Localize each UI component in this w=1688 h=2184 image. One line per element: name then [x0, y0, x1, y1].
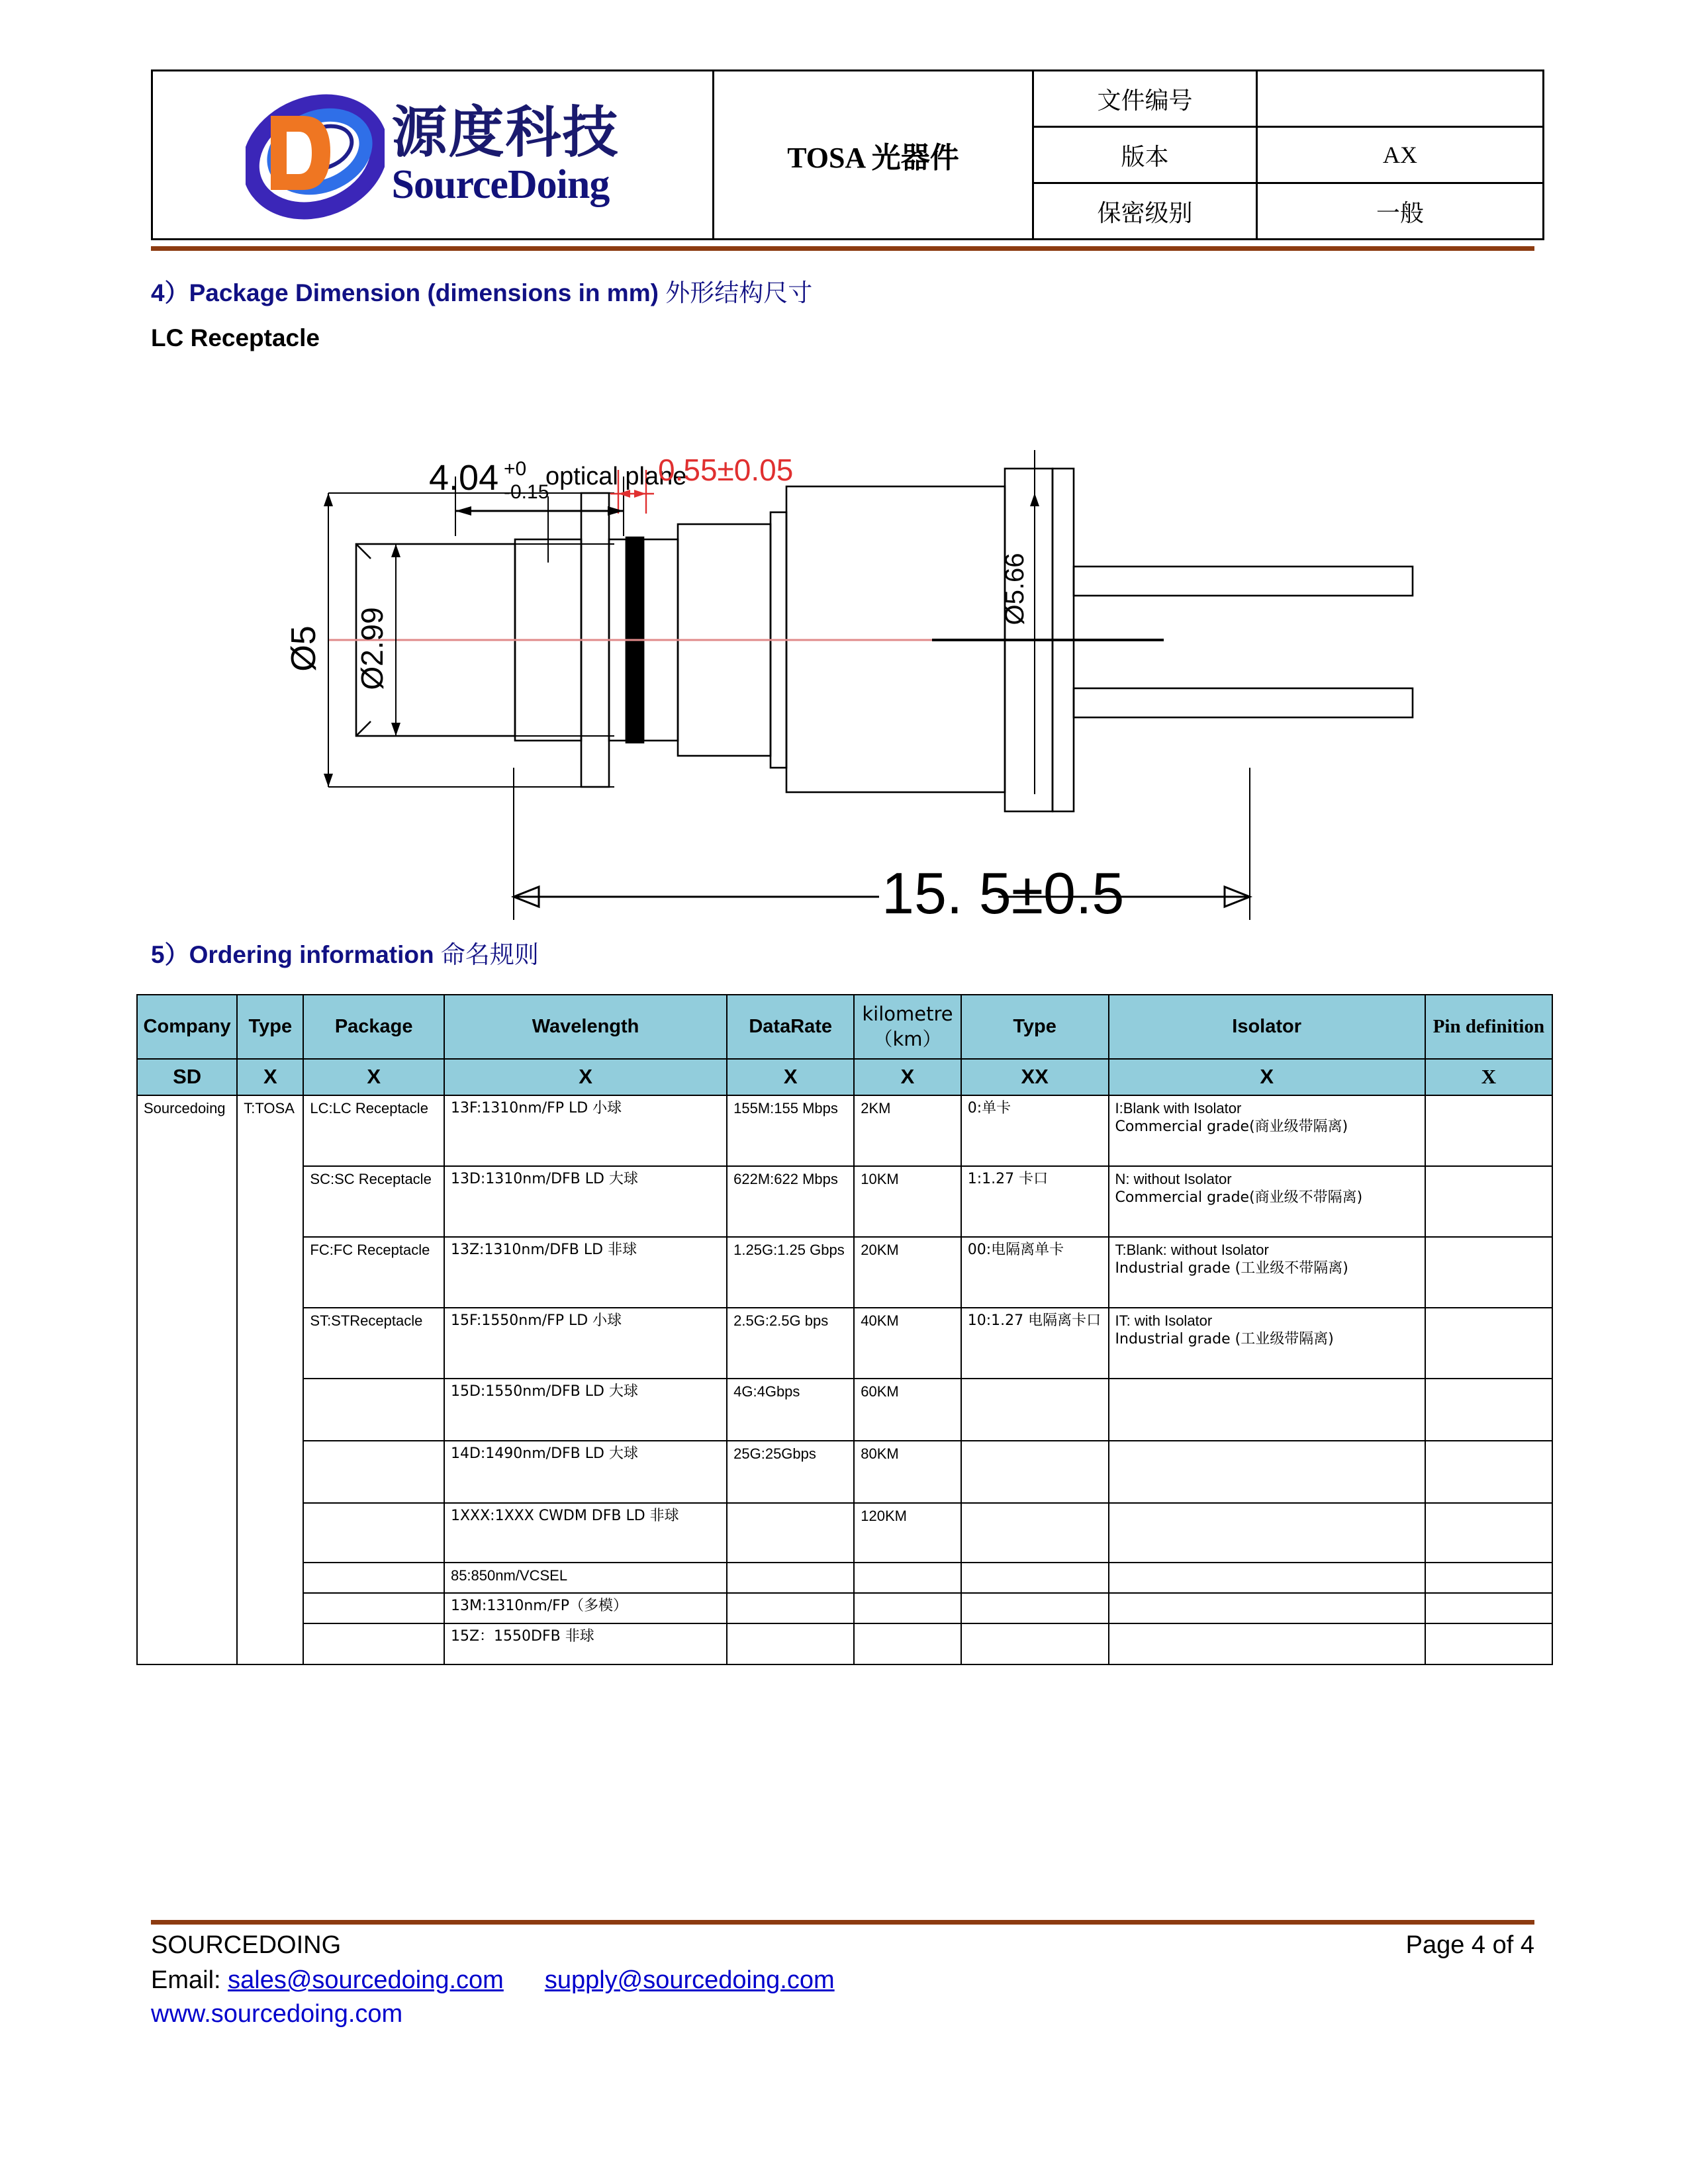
col-header-isolator: Isolator [1109, 995, 1425, 1059]
section-4-subtitle: LC Receptacle [151, 324, 320, 351]
table-row [137, 1095, 1552, 1166]
isolator-line2: Industrial grade (工业级带隔离) [1115, 1331, 1334, 1348]
section-4-number: 4） [151, 279, 189, 306]
cell-pin [1425, 1623, 1552, 1664]
cell-package [303, 1563, 444, 1593]
table-row [137, 1379, 1552, 1441]
table-code-row [137, 1059, 1552, 1095]
section-5-title-en: Ordering information [189, 941, 434, 968]
cell-pin [1425, 1563, 1552, 1593]
cell-isolator [1109, 1623, 1425, 1664]
col-header-company: Company [137, 995, 237, 1059]
cell-datarate [727, 1503, 854, 1563]
cell-kilometre: 40KM [854, 1308, 961, 1379]
cell-datarate: 1.25G:1.25 Gbps [727, 1237, 854, 1308]
table-row [137, 1623, 1552, 1664]
cell-type2 [961, 1563, 1109, 1593]
cell-wavelength: 14D:1490nm/DFB LD 大球 [444, 1441, 727, 1503]
cell-pin [1425, 1503, 1552, 1563]
cell-isolator [1109, 1503, 1425, 1563]
cell-package: ST:STReceptacle [303, 1308, 444, 1379]
dim-flange-thickness: 0.55±0.05 [658, 453, 794, 487]
cell-type2: 1:1.27 卡口 [961, 1166, 1109, 1237]
cell-wavelength: 15Z：1550DFB 非球 [444, 1623, 727, 1664]
cell-pin [1425, 1379, 1552, 1441]
logo-english-name: SourceDoing [391, 162, 610, 207]
cell-type2 [961, 1503, 1109, 1563]
cell-kilometre [854, 1623, 961, 1664]
footer-website-link[interactable]: www.sourcedoing.com [151, 2000, 403, 2028]
col-header-datarate: DataRate [727, 995, 854, 1059]
meta-value-doc-number [1257, 71, 1544, 127]
document-header-table [151, 69, 1534, 240]
cell-package: SC:SC Receptacle [303, 1166, 444, 1237]
cell-type2: 00:电隔离单卡 [961, 1237, 1109, 1308]
cell-datarate: 622M:622 Mbps [727, 1166, 854, 1237]
cell-kilometre: 80KM [854, 1441, 961, 1503]
cell-type2: 0:单卡 [961, 1095, 1109, 1166]
meta-label-confidentiality: 保密级别 [1033, 183, 1257, 240]
isolator-line1: I:Blank with Isolator [1115, 1099, 1242, 1116]
section-5-number: 5） [151, 941, 189, 968]
cell-device-type: T:TOSA [237, 1095, 303, 1664]
dd-oval-logo-icon [246, 91, 385, 220]
cell-type2 [961, 1441, 1109, 1503]
cell-datarate: 4G:4Gbps [727, 1379, 854, 1441]
cell-isolator [1109, 1593, 1425, 1623]
col-header-package: Package [303, 995, 444, 1059]
code-package: X [303, 1059, 444, 1095]
header-divider-rule [151, 246, 1534, 251]
dim-nose-tol-upper: +0 [504, 458, 527, 480]
cell-type2 [961, 1379, 1109, 1441]
cell-pin [1425, 1441, 1552, 1503]
cell-company: Sourcedoing [137, 1095, 237, 1664]
col-header-type: Type [237, 995, 303, 1059]
isolator-line2: Industrial grade (工业级不带隔离) [1115, 1260, 1348, 1277]
page-footer [151, 1931, 1534, 2028]
code-datarate: X [727, 1059, 854, 1095]
table-row [137, 1441, 1552, 1503]
code-pin-definition: X [1425, 1059, 1552, 1095]
cell-kilometre: 10KM [854, 1166, 961, 1237]
cell-isolator [1109, 1237, 1425, 1308]
dim-outer-diameter: Ø5 [285, 625, 323, 672]
cell-pin [1425, 1593, 1552, 1623]
meta-value-confidentiality: 一般 [1257, 183, 1544, 240]
footer-page-number: Page 4 of 4 [1405, 1931, 1534, 1959]
code-kilometre: X [854, 1059, 961, 1095]
cell-isolator [1109, 1308, 1425, 1379]
ordering-information-table [136, 994, 1553, 1665]
cell-datarate: 155M:155 Mbps [727, 1095, 854, 1166]
footer-company-name: SOURCEDOING [151, 1931, 342, 1959]
cell-package: LC:LC Receptacle [303, 1095, 444, 1166]
dim-nose-tol-lower: -0.15 [504, 481, 549, 503]
cell-wavelength: 15D:1550nm/DFB LD 大球 [444, 1379, 727, 1441]
table-row [137, 1237, 1552, 1308]
cell-pin [1425, 1166, 1552, 1237]
section-4-heading [151, 273, 812, 308]
table-row [137, 1563, 1552, 1593]
cell-wavelength: 13Z:1310nm/DFB LD 非球 [444, 1237, 727, 1308]
dim-ferrule-diameter: Ø2.99 [355, 607, 389, 690]
cell-datarate: 25G:25Gbps [727, 1441, 854, 1503]
cell-isolator [1109, 1379, 1425, 1441]
footer-email-supply-link[interactable]: supply@sourcedoing.com [544, 1966, 835, 1994]
company-logo-cell [152, 71, 714, 240]
cell-package [303, 1593, 444, 1623]
table-header-row [137, 995, 1552, 1059]
section-5-heading [151, 934, 539, 970]
table-row [137, 1308, 1552, 1379]
table-row [137, 1593, 1552, 1623]
cell-package: FC:FC Receptacle [303, 1237, 444, 1308]
cell-wavelength: 13M:1310nm/FP（多模） [444, 1593, 727, 1623]
col-header-pin-definition: Pin definition [1425, 995, 1552, 1059]
cell-wavelength: 1XXX:1XXX CWDM DFB LD 非球 [444, 1503, 727, 1563]
cell-kilometre: 60KM [854, 1379, 961, 1441]
cell-package [303, 1503, 444, 1563]
cell-datarate [727, 1593, 854, 1623]
cell-kilometre: 120KM [854, 1503, 961, 1563]
footer-email-sales-link[interactable]: sales@sourcedoing.com [228, 1966, 504, 1994]
cell-kilometre [854, 1593, 961, 1623]
cell-isolator [1109, 1095, 1425, 1166]
dim-optical-plane-label: optical plane [545, 463, 687, 490]
cell-wavelength: 15F:1550nm/FP LD 小球 [444, 1308, 727, 1379]
code-type2: XX [961, 1059, 1109, 1095]
cell-wavelength: 13D:1310nm/DFB LD 大球 [444, 1166, 727, 1237]
code-type: X [237, 1059, 303, 1095]
cell-pin [1425, 1095, 1552, 1166]
col-header-wavelength: Wavelength [444, 995, 727, 1059]
footer-email-label: Email: [151, 1966, 221, 1994]
isolator-line1: T:Blank: without Isolator [1115, 1241, 1269, 1258]
section-4-title-cn: 外形结构尺寸 [665, 279, 813, 307]
dim-body-diameter: Ø5.66 [1000, 553, 1029, 625]
dim-overall-length: 15. 5±0.5 [882, 860, 1125, 920]
col-header-type2: Type [961, 995, 1109, 1059]
table-row [137, 1166, 1552, 1237]
cell-isolator [1109, 1166, 1425, 1237]
code-company: SD [137, 1059, 237, 1095]
cell-kilometre [854, 1563, 961, 1593]
cell-kilometre: 20KM [854, 1237, 961, 1308]
cell-type2 [961, 1593, 1109, 1623]
cell-isolator [1109, 1563, 1425, 1593]
table-row [137, 1503, 1552, 1563]
cell-package [303, 1379, 444, 1441]
isolator-line1: N: without Isolator [1115, 1170, 1232, 1187]
isolator-line2: Commercial grade(商业级带隔离) [1115, 1118, 1348, 1136]
cell-type2 [961, 1623, 1109, 1664]
section-4-title-en: Package Dimension (dimensions in mm) [189, 279, 659, 306]
code-isolator: X [1109, 1059, 1425, 1095]
code-wavelength: X [444, 1059, 727, 1095]
cell-wavelength: 85:850nm/VCSEL [444, 1563, 727, 1593]
cell-package [303, 1441, 444, 1503]
lc-receptacle-outline-drawing [151, 371, 1534, 920]
document-title: TOSA 光器件 [714, 71, 1033, 240]
dim-nose-length: 4.04 [429, 458, 499, 498]
isolator-line2: Commercial grade(商业级不带隔离) [1115, 1189, 1363, 1206]
logo-chinese-name: 源度科技 [391, 100, 620, 165]
cell-wavelength: 13F:1310nm/FP LD 小球 [444, 1095, 727, 1166]
cell-kilometre: 2KM [854, 1095, 961, 1166]
cell-datarate [727, 1623, 854, 1664]
cell-pin [1425, 1237, 1552, 1308]
cell-datarate [727, 1563, 854, 1593]
meta-label-doc-number: 文件编号 [1033, 71, 1257, 127]
meta-value-version: AX [1257, 127, 1544, 183]
section-5-title-cn: 命名规则 [440, 940, 539, 969]
cell-datarate: 2.5G:2.5G bps [727, 1308, 854, 1379]
cell-type2: 10:1.27 电隔离卡口 [961, 1308, 1109, 1379]
cell-package [303, 1623, 444, 1664]
footer-divider-rule [151, 1920, 1534, 1925]
col-header-kilometre: kilometre（km） [854, 995, 961, 1059]
cell-pin [1425, 1308, 1552, 1379]
meta-label-version: 版本 [1033, 127, 1257, 183]
isolator-line1: IT: with Isolator [1115, 1312, 1213, 1329]
cell-isolator [1109, 1441, 1425, 1503]
